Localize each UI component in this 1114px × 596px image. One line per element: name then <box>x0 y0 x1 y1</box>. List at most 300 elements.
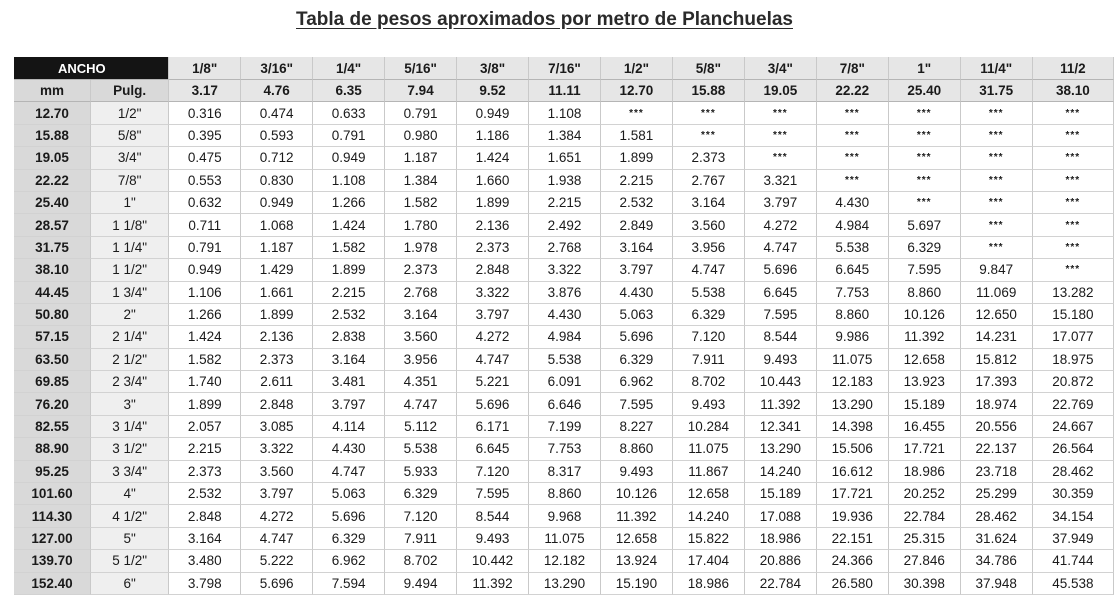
weight-cell: 13.290 <box>817 393 889 415</box>
width-inch-cell: 1 1/8" <box>91 214 169 236</box>
weight-cell: 11.392 <box>889 326 961 348</box>
weight-cell: 34.786 <box>961 550 1033 572</box>
weight-cell: 3.481 <box>313 371 385 393</box>
thickness-mm-header: 31.75 <box>961 80 1033 102</box>
weight-cell: 5.538 <box>529 349 601 371</box>
weight-cell: 2.373 <box>457 237 529 259</box>
weight-cell: 1.424 <box>457 147 529 169</box>
weight-cell: *** <box>961 214 1033 236</box>
weight-cell: 9.493 <box>745 349 817 371</box>
weight-cell: 8.544 <box>457 505 529 527</box>
width-mm-cell: 88.90 <box>14 438 91 460</box>
weight-cell: 6.329 <box>673 304 745 326</box>
weight-cell: 2.848 <box>457 259 529 281</box>
weight-cell: 5.696 <box>313 505 385 527</box>
weight-cell: 2.848 <box>169 505 241 527</box>
weight-cell: 0.791 <box>385 102 457 124</box>
weight-cell: 1.899 <box>169 393 241 415</box>
weight-cell: 3.322 <box>241 438 313 460</box>
weight-cell: 7.753 <box>817 282 889 304</box>
weight-cell: 5.538 <box>673 282 745 304</box>
width-inch-cell: 1 1/4" <box>91 237 169 259</box>
weight-cell: 4.747 <box>385 393 457 415</box>
weight-cell: 13.923 <box>889 371 961 393</box>
table-row <box>14 393 1114 415</box>
weight-cell: 2.373 <box>385 259 457 281</box>
weight-cell: 2.768 <box>385 282 457 304</box>
weight-cell: 3.797 <box>241 483 313 505</box>
weight-cell: 13.282 <box>1033 282 1114 304</box>
weight-cell: 5.696 <box>241 573 313 595</box>
weight-cell: 1.384 <box>385 170 457 192</box>
weight-cell: 4.351 <box>385 371 457 393</box>
weight-cell: *** <box>745 125 817 147</box>
weight-cell: 2.136 <box>241 326 313 348</box>
weight-cell: 15.190 <box>601 573 673 595</box>
weight-cell: 3.876 <box>529 282 601 304</box>
weight-cell: 20.872 <box>1033 371 1114 393</box>
weight-cell: 4.747 <box>745 237 817 259</box>
weight-cell: 2.057 <box>169 416 241 438</box>
width-inch-cell: 2" <box>91 304 169 326</box>
weight-cell: 16.612 <box>817 461 889 483</box>
weight-cell: 3.322 <box>457 282 529 304</box>
weight-cell: 5.063 <box>601 304 673 326</box>
weight-cell: 8.544 <box>745 326 817 348</box>
table-row <box>14 304 1114 326</box>
width-inch-cell: 3/4" <box>91 147 169 169</box>
weight-cell: 8.860 <box>889 282 961 304</box>
weight-cell: 2.611 <box>241 371 313 393</box>
weight-cell: 13.290 <box>529 573 601 595</box>
width-mm-cell: 82.55 <box>14 416 91 438</box>
weight-cell: 1.660 <box>457 170 529 192</box>
weight-cell: 7.120 <box>673 326 745 348</box>
weight-cell: 5.063 <box>313 483 385 505</box>
weight-cell: 15.812 <box>961 349 1033 371</box>
table-row <box>14 550 1114 572</box>
weight-cell: 1.582 <box>385 192 457 214</box>
width-inch-cell: 4 1/2" <box>91 505 169 527</box>
weight-cell: 25.299 <box>961 483 1033 505</box>
width-inch-cell: 2 1/2" <box>91 349 169 371</box>
weight-cell: 8.317 <box>529 461 601 483</box>
weight-cell: 12.658 <box>889 349 961 371</box>
weight-cell: 20.886 <box>745 550 817 572</box>
weight-cell: 1.740 <box>169 371 241 393</box>
weight-cell: 11.075 <box>673 438 745 460</box>
weight-cell: 8.860 <box>529 483 601 505</box>
weight-cell: 11.392 <box>601 505 673 527</box>
weight-cell: 2.136 <box>457 214 529 236</box>
weight-cell: 1.582 <box>169 349 241 371</box>
weight-cell: 17.077 <box>1033 326 1114 348</box>
weight-cell: 0.474 <box>241 102 313 124</box>
table-row <box>14 259 1114 281</box>
thickness-inch-header: 1/4" <box>313 57 385 80</box>
thickness-inch-header: 1" <box>889 57 961 80</box>
weight-cell: 0.395 <box>169 125 241 147</box>
weight-cell: 18.986 <box>889 461 961 483</box>
weight-cell: 5.696 <box>457 393 529 415</box>
weight-cell: 3.085 <box>241 416 313 438</box>
weight-cell: 2.532 <box>313 304 385 326</box>
weight-cell: 6.091 <box>529 371 601 393</box>
table-row <box>14 282 1114 304</box>
weight-cell: 22.784 <box>745 573 817 595</box>
width-inch-cell: 3" <box>91 393 169 415</box>
weight-cell: 5.697 <box>889 214 961 236</box>
weight-cell: 8.227 <box>601 416 673 438</box>
weight-cell: 0.949 <box>313 147 385 169</box>
thickness-inch-header: 5/16" <box>385 57 457 80</box>
weight-cell: *** <box>961 102 1033 124</box>
weight-cell: *** <box>817 170 889 192</box>
weight-cell: 1.424 <box>313 214 385 236</box>
weight-cell: 6.645 <box>817 259 889 281</box>
weight-cell: 4.984 <box>817 214 889 236</box>
weight-cell: 4.430 <box>601 282 673 304</box>
weight-cell: 11.392 <box>457 573 529 595</box>
weight-cell: 13.290 <box>745 438 817 460</box>
weight-cell: 15.189 <box>745 483 817 505</box>
weight-cell: *** <box>817 102 889 124</box>
width-inch-cell: 5 1/2" <box>91 550 169 572</box>
weight-cell: 16.455 <box>889 416 961 438</box>
weight-cell: 4.272 <box>457 326 529 348</box>
weight-cell: 7.594 <box>313 573 385 595</box>
table-row <box>14 214 1114 236</box>
weight-cell: 1.899 <box>457 192 529 214</box>
weight-cell: 11.075 <box>817 349 889 371</box>
weight-cell: 15.189 <box>889 393 961 415</box>
weight-cell: 2.373 <box>241 349 313 371</box>
weight-cell: 13.924 <box>601 550 673 572</box>
weight-cell: 0.791 <box>169 237 241 259</box>
thickness-mm-header: 4.76 <box>241 80 313 102</box>
weight-cell: 15.822 <box>673 528 745 550</box>
width-mm-cell: 57.15 <box>14 326 91 348</box>
thickness-mm-header: 22.22 <box>817 80 889 102</box>
weight-cell: 17.404 <box>673 550 745 572</box>
weight-cell: 3.560 <box>241 461 313 483</box>
width-inch-cell: 3 3/4" <box>91 461 169 483</box>
thickness-inch-header: 11/4" <box>961 57 1033 80</box>
weight-cell: 6.329 <box>385 483 457 505</box>
weight-cell: *** <box>961 147 1033 169</box>
weight-cell: 0.830 <box>241 170 313 192</box>
weight-cell: 3.797 <box>745 192 817 214</box>
weight-cell: 12.183 <box>817 371 889 393</box>
weight-cell: *** <box>673 102 745 124</box>
thickness-inch-header: 11/2 <box>1033 57 1114 80</box>
width-inch-cell: 3 1/4" <box>91 416 169 438</box>
weight-cell: 2.767 <box>673 170 745 192</box>
weight-cell: 0.712 <box>241 147 313 169</box>
weight-cell: 14.240 <box>673 505 745 527</box>
weight-cell: 3.798 <box>169 573 241 595</box>
weight-cell: 0.791 <box>313 125 385 147</box>
weight-cell: 11.075 <box>529 528 601 550</box>
header-row-mm <box>14 80 1114 102</box>
thickness-mm-header: 9.52 <box>457 80 529 102</box>
weight-cell: 17.088 <box>745 505 817 527</box>
weight-cell: 3.164 <box>673 192 745 214</box>
weight-cell: 1.106 <box>169 282 241 304</box>
width-inch-cell: 2 3/4" <box>91 371 169 393</box>
weight-cell: 19.936 <box>817 505 889 527</box>
weight-cell: 24.366 <box>817 550 889 572</box>
thickness-inch-header: 1/2" <box>601 57 673 80</box>
weight-cell: 0.632 <box>169 192 241 214</box>
weight-cell: 10.443 <box>745 371 817 393</box>
thickness-inch-header: 3/16" <box>241 57 313 80</box>
width-mm-cell: 44.45 <box>14 282 91 304</box>
weight-cell: 7.911 <box>385 528 457 550</box>
weight-cell: 1.424 <box>169 326 241 348</box>
weight-cell: *** <box>1033 147 1114 169</box>
table-row <box>14 416 1114 438</box>
width-inch-cell: 1" <box>91 192 169 214</box>
width-inch-cell: 6" <box>91 573 169 595</box>
weight-cell: 1.582 <box>313 237 385 259</box>
table-row <box>14 461 1114 483</box>
weight-cell: 4.747 <box>313 461 385 483</box>
weight-cell: 37.948 <box>961 573 1033 595</box>
table-row <box>14 326 1114 348</box>
weight-cell: 2.215 <box>169 438 241 460</box>
weight-cell: 14.398 <box>817 416 889 438</box>
weight-cell: *** <box>673 125 745 147</box>
weight-cell: 10.126 <box>601 483 673 505</box>
weight-cell: 5.538 <box>385 438 457 460</box>
weight-cell: 5.933 <box>385 461 457 483</box>
weight-cell: 6.329 <box>601 349 673 371</box>
width-mm-cell: 38.10 <box>14 259 91 281</box>
width-mm-cell: 19.05 <box>14 147 91 169</box>
weight-cell: 7.120 <box>385 505 457 527</box>
ancho-header: ANCHO <box>14 57 169 80</box>
table-row <box>14 192 1114 214</box>
weight-cell: 17.393 <box>961 371 1033 393</box>
weight-cell: 4.747 <box>241 528 313 550</box>
width-inch-cell: 5/8" <box>91 125 169 147</box>
weight-cell: 14.231 <box>961 326 1033 348</box>
thickness-inch-header: 7/8" <box>817 57 889 80</box>
weight-cell: 1.187 <box>385 147 457 169</box>
weight-cell: 7.595 <box>745 304 817 326</box>
weight-cell: 20.252 <box>889 483 961 505</box>
weight-cell: 2.215 <box>313 282 385 304</box>
weight-cell: 4.747 <box>457 349 529 371</box>
width-inch-cell: 3 1/2" <box>91 438 169 460</box>
table-row <box>14 170 1114 192</box>
weight-cell: 15.506 <box>817 438 889 460</box>
weight-cell: 28.462 <box>1033 461 1114 483</box>
weight-cell: 5.221 <box>457 371 529 393</box>
weight-cell: 1.780 <box>385 214 457 236</box>
weight-cell: 5.112 <box>385 416 457 438</box>
weight-cell: 0.316 <box>169 102 241 124</box>
weight-cell: *** <box>1033 214 1114 236</box>
width-mm-cell: 114.30 <box>14 505 91 527</box>
width-mm-cell: 101.60 <box>14 483 91 505</box>
weight-cell: 9.494 <box>385 573 457 595</box>
table-row <box>14 147 1114 169</box>
thickness-mm-header: 7.94 <box>385 80 457 102</box>
weight-cell: 45.538 <box>1033 573 1114 595</box>
width-inch-cell: 7/8" <box>91 170 169 192</box>
thickness-inch-header: 3/4" <box>745 57 817 80</box>
weight-cell: 1.899 <box>313 259 385 281</box>
thickness-mm-header: 19.05 <box>745 80 817 102</box>
weight-cell: 1.978 <box>385 237 457 259</box>
weight-cell: 2.373 <box>169 461 241 483</box>
weight-cell: 4.430 <box>817 192 889 214</box>
weight-cell: 8.702 <box>385 550 457 572</box>
width-mm-cell: 31.75 <box>14 237 91 259</box>
weight-cell: 11.069 <box>961 282 1033 304</box>
weight-cell: 1.108 <box>529 102 601 124</box>
weight-cell: 1.899 <box>601 147 673 169</box>
weight-cell: *** <box>1033 102 1114 124</box>
thickness-mm-header: 15.88 <box>673 80 745 102</box>
weight-cell: 1.581 <box>601 125 673 147</box>
header-row-inches <box>14 57 1114 80</box>
weight-cell: 3.164 <box>313 349 385 371</box>
weight-cell: 1.899 <box>241 304 313 326</box>
weight-cell: 17.721 <box>889 438 961 460</box>
width-mm-cell: 25.40 <box>14 192 91 214</box>
weight-cell: 8.860 <box>817 304 889 326</box>
weight-cell: 12.658 <box>601 528 673 550</box>
mm-column-header: mm <box>14 80 91 102</box>
thickness-mm-header: 11.11 <box>529 80 601 102</box>
weight-cell: 1.187 <box>241 237 313 259</box>
table-row <box>14 102 1114 124</box>
weight-cell: 9.986 <box>817 326 889 348</box>
weight-cell: *** <box>961 170 1033 192</box>
weight-cell: 23.718 <box>961 461 1033 483</box>
weight-cell: 1.384 <box>529 125 601 147</box>
width-mm-cell: 12.70 <box>14 102 91 124</box>
weight-cell: 7.595 <box>457 483 529 505</box>
weight-cell: 22.151 <box>817 528 889 550</box>
weight-cell: 0.949 <box>241 192 313 214</box>
width-inch-cell: 1 1/2" <box>91 259 169 281</box>
weight-cell: 0.475 <box>169 147 241 169</box>
weight-cell: 0.949 <box>169 259 241 281</box>
weight-cell: 18.986 <box>673 573 745 595</box>
weight-cell: 10.126 <box>889 304 961 326</box>
title-text: Tabla de pesos aproximados por metro de Planchuelas <box>296 9 793 30</box>
weight-cell: *** <box>889 170 961 192</box>
table-row <box>14 125 1114 147</box>
weight-cell: 30.398 <box>889 573 961 595</box>
thickness-inch-header: 7/16" <box>529 57 601 80</box>
weight-cell: *** <box>1033 192 1114 214</box>
width-mm-cell: 50.80 <box>14 304 91 326</box>
weight-cell: 3.164 <box>169 528 241 550</box>
weight-cell: 8.860 <box>601 438 673 460</box>
table-row <box>14 573 1114 595</box>
pulg-column-header: Pulg. <box>91 80 169 102</box>
weight-cell: 30.359 <box>1033 483 1114 505</box>
weight-cell: 8.702 <box>673 371 745 393</box>
weight-cell: 5.538 <box>817 237 889 259</box>
weight-cell: 1.266 <box>169 304 241 326</box>
thickness-mm-header: 12.70 <box>601 80 673 102</box>
width-inch-cell: 1 3/4" <box>91 282 169 304</box>
width-mm-cell: 15.88 <box>14 125 91 147</box>
weight-cell: 4.430 <box>529 304 601 326</box>
weight-cell: 0.949 <box>457 102 529 124</box>
weights-table-container <box>14 57 1094 591</box>
thickness-mm-header: 38.10 <box>1033 80 1114 102</box>
weight-cell: 37.949 <box>1033 528 1114 550</box>
weight-cell: 6.329 <box>313 528 385 550</box>
weight-cell: 9.493 <box>673 393 745 415</box>
weight-cell: 18.975 <box>1033 349 1114 371</box>
weight-cell: 0.633 <box>313 102 385 124</box>
weight-cell: 3.321 <box>745 170 817 192</box>
weight-cell: 0.980 <box>385 125 457 147</box>
weight-cell: 3.164 <box>385 304 457 326</box>
weight-cell: 5.696 <box>601 326 673 348</box>
weight-cell: 12.182 <box>529 550 601 572</box>
weight-cell: 3.797 <box>601 259 673 281</box>
weight-cell: 6.962 <box>313 550 385 572</box>
table-row <box>14 505 1114 527</box>
weight-cell: 4.747 <box>673 259 745 281</box>
weight-cell: 9.847 <box>961 259 1033 281</box>
weight-cell: 4.272 <box>241 505 313 527</box>
weight-cell: *** <box>1033 259 1114 281</box>
weight-cell: 10.284 <box>673 416 745 438</box>
weight-cell: 7.753 <box>529 438 601 460</box>
weight-cell: 0.593 <box>241 125 313 147</box>
weight-cell: 0.553 <box>169 170 241 192</box>
weight-cell: 2.848 <box>241 393 313 415</box>
weight-cell: 1.186 <box>457 125 529 147</box>
weight-cell: 3.480 <box>169 550 241 572</box>
weight-cell: 6.329 <box>889 237 961 259</box>
weight-cell: 9.493 <box>457 528 529 550</box>
table-row <box>14 438 1114 460</box>
weight-cell: 1.068 <box>241 214 313 236</box>
table-row <box>14 237 1114 259</box>
weight-cell: 14.240 <box>745 461 817 483</box>
width-mm-cell: 127.00 <box>14 528 91 550</box>
weight-cell: 26.564 <box>1033 438 1114 460</box>
weight-cell: 4.114 <box>313 416 385 438</box>
width-mm-cell: 152.40 <box>14 573 91 595</box>
weight-cell: 3.956 <box>673 237 745 259</box>
weight-cell: 18.986 <box>745 528 817 550</box>
weight-cell: *** <box>817 125 889 147</box>
weight-cell: 6.645 <box>457 438 529 460</box>
width-inch-cell: 4" <box>91 483 169 505</box>
weight-cell: 31.624 <box>961 528 1033 550</box>
table-row <box>14 528 1114 550</box>
weight-cell: 22.784 <box>889 505 961 527</box>
weight-cell: *** <box>745 102 817 124</box>
width-inch-cell: 1/2" <box>91 102 169 124</box>
weight-cell: 3.956 <box>385 349 457 371</box>
weight-cell: 9.493 <box>601 461 673 483</box>
weight-cell: 9.968 <box>529 505 601 527</box>
weight-cell: 18.974 <box>961 393 1033 415</box>
